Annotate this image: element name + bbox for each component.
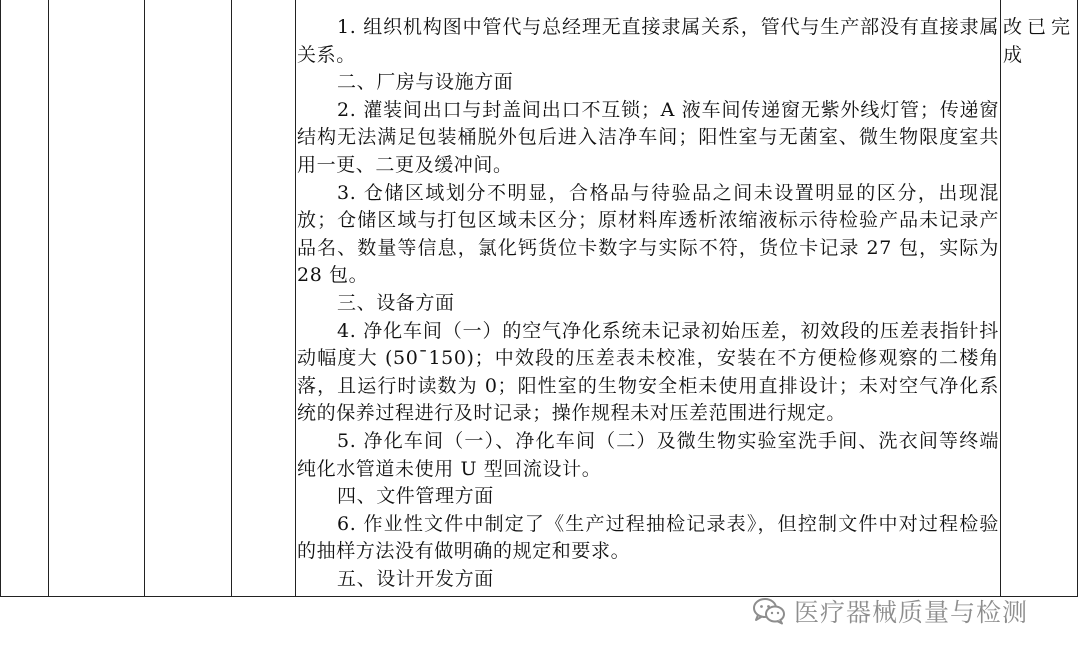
- finding-paragraph: 5. 净化车间（一）、净化车间（二）及微生物实验室洗手间、洗衣间等终端纯化水管道未使用 U 型回流设计。: [297, 429, 999, 480]
- rectification-status-cell: 改已完成: [1003, 16, 1076, 66]
- watermark-text: 医疗器械质量与检测: [794, 598, 1029, 627]
- column-border: [231, 0, 232, 596]
- column-border: [1000, 0, 1001, 596]
- column-border: [48, 0, 49, 596]
- wechat-icon: [752, 597, 786, 625]
- column-border: [295, 0, 296, 596]
- finding-paragraph: 3. 仓储区域划分不明显，合格品与待验品之间未设置明显的区分，出现混放；仓储区域与打包区域未区分；原材料库透析浓缩液标示待检验产品未记录产品名、数量等信息，氯化钙货位卡数字与实际不符，货位卡记录 27 包，实际为 28 包。: [297, 181, 999, 287]
- column-border: [1077, 0, 1078, 596]
- section-heading: 四、文件管理方面: [337, 485, 494, 508]
- column-border: [144, 0, 145, 596]
- finding-paragraph: 4. 净化车间（一）的空气净化系统未记录初始压差，初效段的压差表指针抖动幅度大 (50¯150)；中效段的压差表未校准，安装在不方便检修观察的二楼角落，且运行时读数为 0；阳性室的生物安全柜未使用直排设计；未对空气净化系统的保养过程进行及时记录；操作规程未对压差范围进行规定。: [297, 319, 999, 425]
- section-heading: 五、设计开发方面: [337, 567, 494, 590]
- column-border: [0, 0, 1, 596]
- finding-paragraph: 1. 组织机构图中管代与总经理无直接隶属关系，管代与生产部没有直接隶属关系。: [297, 16, 999, 66]
- findings-cell: [297, 14, 999, 593]
- watermark: [752, 596, 1028, 626]
- finding-paragraph: 2. 灌装间出口与封盖间出口不互锁；A 液车间传递窗无紫外线灯管；传递窗结构无法满足包装桶脱外包后进入洁净车间；阳性室与无菌室、微生物限度室共用一更、二更及缓冲间。: [297, 98, 999, 176]
- section-heading: 三、设备方面: [337, 291, 455, 314]
- finding-paragraph: 6. 作业性文件中制定了《生产过程抽检记录表》，但控制文件中对过程检验的抽样方法没有做明确的规定和要求。: [297, 512, 999, 563]
- section-heading: 二、厂房与设施方面: [337, 71, 514, 94]
